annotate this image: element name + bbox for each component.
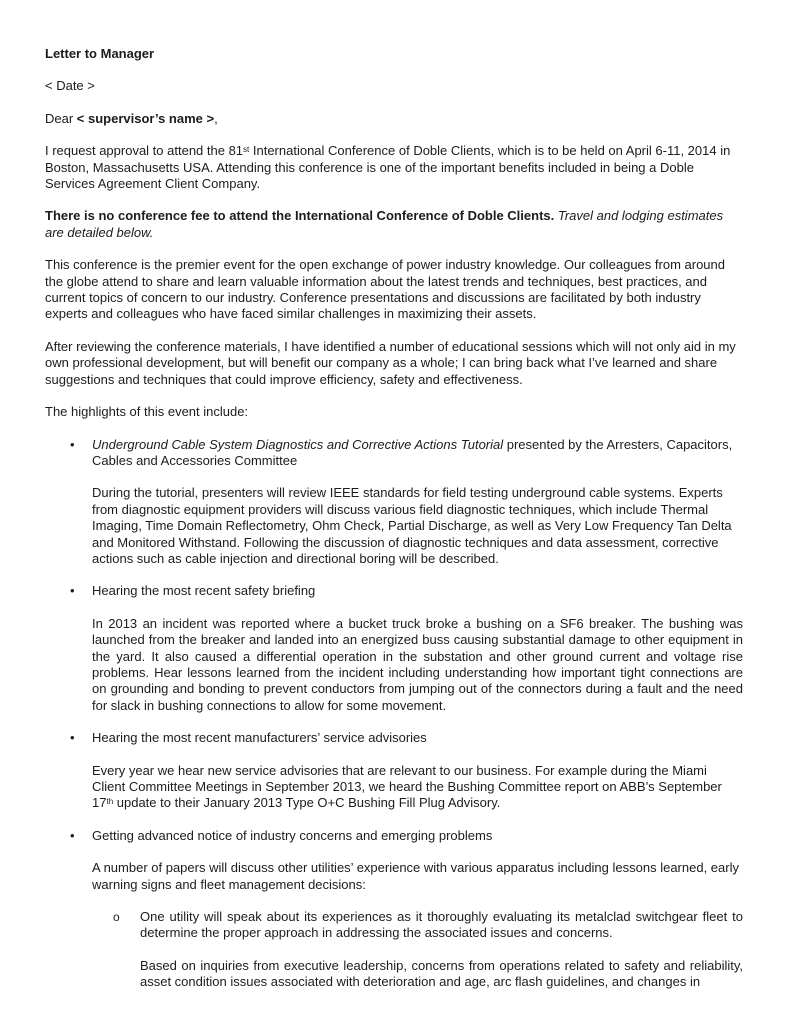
paragraph-tutorial-details: During the tutorial, presenters will review IEEE standards for field testing underground cable systems. Experts from diagnostic equipment providers will discuss various field diagnostic techniques, which include Thermal Imaging, Time Domain Reflectometry, Ohm Check, Partial Discharge, as well as Very Low Frequency Tan Delta and Monitored Withstand. Following the discussion of diagnostic techniques and data assessment, corrective actions such as cable injection and directional boring will be described. [92,485,732,566]
bullet-concerns-text: Getting advanced notice of industry concerns and emerging problems [92,827,493,843]
salutation [45,111,743,127]
bullet-icon: • [70,436,75,452]
bullet-icon: • [70,730,75,746]
bullet-item-industry-concerns [70,828,743,844]
fee-statement-bold: There is no conference fee to attend the International Conference of Doble Clients. [45,208,555,224]
fee-statement-italic: Travel and lodging estimates are detailed below. [45,208,724,240]
bullet-item-service-advisories [70,730,743,746]
tutorial-title-italic: Underground Cable System Diagnostics and Corrective Actions Tutorial [92,436,504,452]
paragraph-after-review: After reviewing the conference materials, I have identified a number of educational sessions which will not only aid in my own professional development, but will benefit our company as a whole; I can bring back what I’ve learned and share suggestions and techniques that could improve efficiency, safety and effectiveness. [45,338,736,387]
tutorial-presented-by: presented by the Arresters, Capacitors, Cables and Accessories Committee [92,436,733,468]
sub-bullet-item-utility [113,909,743,942]
request-text-after-superscript: International Conference of Doble Clients, which is to be held on April 6-11, 2014 in Boston, Massachusetts USA. Attending this conference is one of the important benefits included in being a Doble Services Agreement Client Company. [45,143,731,192]
ordinal-superscript: st [243,144,250,154]
advisories-text-before-superscript: Every year we hear new service advisories that are relevant to our business. For example during the Miami Client Committee Meetings in September 2013, we heard the Bushing Committee report on ABB’s September 17 [92,762,722,811]
paragraph-safety-incident: In 2013 an incident was reported where a bucket truck broke a bushing on a SF6 breaker. The bushing was launched from the breaker and landed into an energized buss causing substantial damage to other equipment in the yard. It also caused a differential operation in the substation and other ground current and voltage rise problems. Hear lessons learned from the incident including understanding how important tight connections are on grounding and bonding to prevent conductors from jumping out of the connectors during a fault and the need for slack in bushing connections to allow for some movement. [92,615,743,713]
bullet-icon: • [70,827,75,843]
date-placeholder: < Date > [45,78,95,94]
ordinal-superscript: th [106,796,114,806]
letter-title: Letter to Manager [45,46,155,61]
paragraph-inquiries: Based on inquiries from executive leadership, concerns from operations related to safety and reliability, asset condition issues associated with deterioration and age, arc flash guidelines, and changes in [140,957,743,990]
salutation-suffix: , [214,110,218,126]
advisories-text-after-superscript: update to their January 2013 Type O+C Bushing Fill Plug Advisory. [113,795,501,811]
paragraph-highlights-intro: The highlights of this event include: [45,404,249,420]
bullet-item-safety-briefing [70,583,743,599]
paragraph-conference-fee [45,208,743,241]
paragraph-advisories-details [92,763,743,812]
paragraph-papers-intro: A number of papers will discuss other utilities’ experience with various apparatus including lessons learned, early warning signs and fleet management decisions: [92,860,739,892]
bullet-safety-text: Hearing the most recent safety briefing [92,583,316,599]
salutation-prefix: Dear [45,110,77,126]
bullet-tutorial-text [92,437,743,470]
paragraph-premier-event: This conference is the premier event for the open exchange of power industry knowledge. Our colleagues from around the globe attend to share and learn valuable information about the latest trends and techniques, best practices, and current topics of concern to our industry. Conference presentations and discussions are facilitated by both industry experts and colleagues who have faced similar challenges in maximizing their assets. [45,257,725,322]
sub-bullet-utility-text: One utility will speak about its experiences as it thoroughly evaluating its metalclad switchgear fleet to determine the proper approach in addressing the associated issues and concerns. [140,909,743,941]
bullet-item-tutorial [70,437,743,470]
sub-bullet-icon: o [113,910,120,925]
request-text-before-superscript: I request approval to attend the 81 [45,143,244,159]
bullet-icon: • [70,583,75,599]
bullet-advisories-text: Hearing the most recent manufacturers’ service advisories [92,730,427,746]
paragraph-request-approval [45,143,743,192]
supervisor-name-placeholder: < supervisor’s name > [76,110,215,126]
